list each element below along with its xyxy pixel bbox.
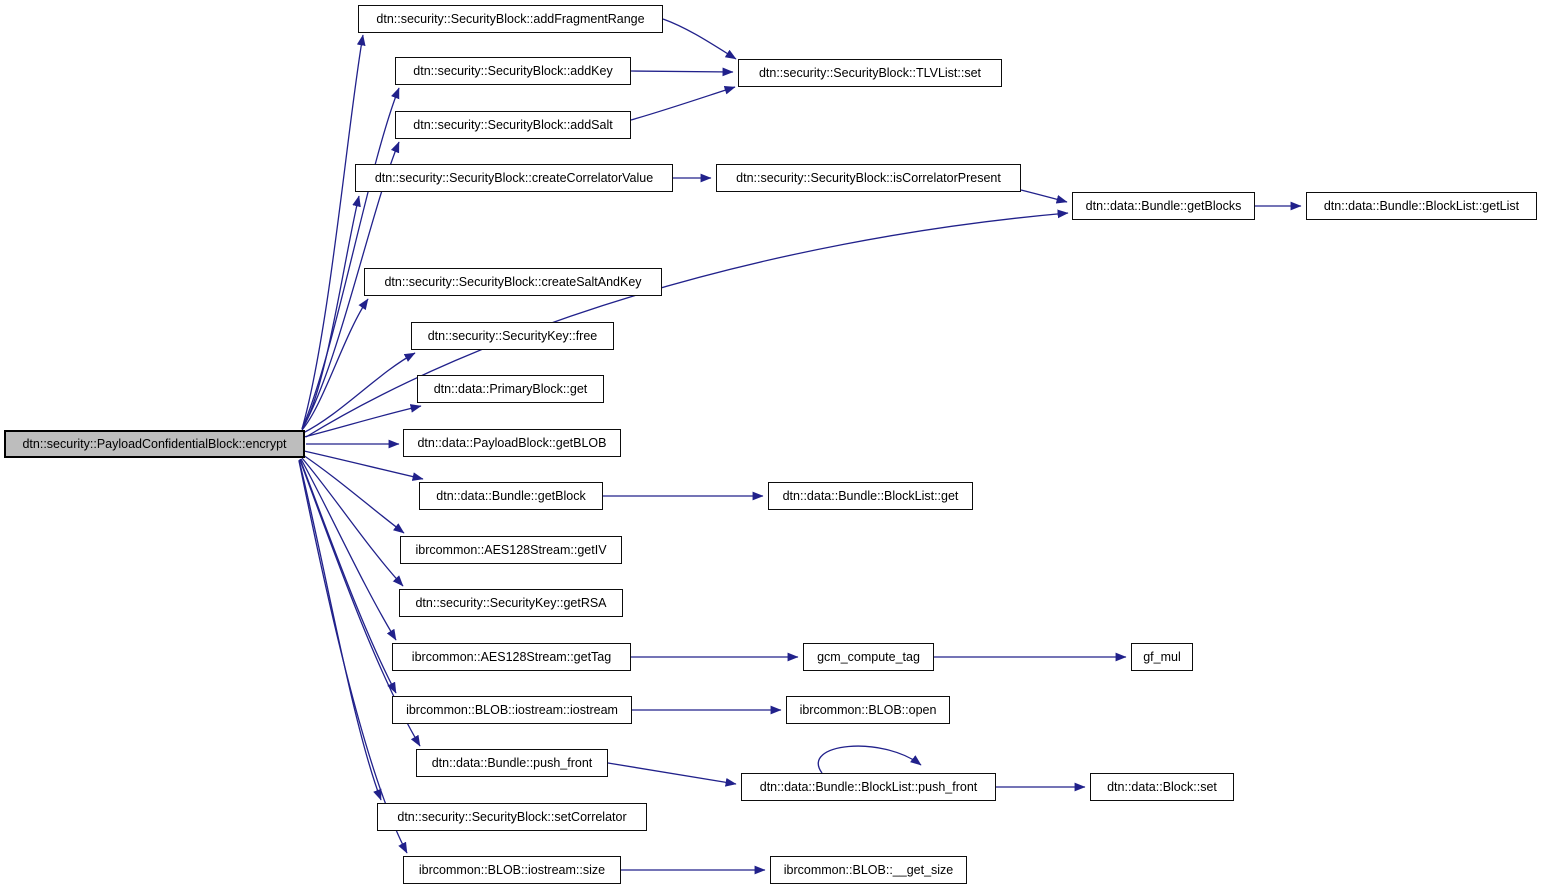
- graph-node-blob-get_size[interactable]: ibrcommon::BLOB::__get_size: [770, 856, 967, 884]
- graph-node-blocklist-get[interactable]: dtn::data::Bundle::BlockList::get: [768, 482, 973, 510]
- call-edge-bundle-push_front-to-blocklist-push_front: [608, 763, 736, 784]
- call-edge-encrypt-to-createCorrelatorValue: [302, 196, 359, 429]
- graph-node-getBlocks[interactable]: dtn::data::Bundle::getBlocks: [1072, 192, 1255, 220]
- graph-node-getTag[interactable]: ibrcommon::AES128Stream::getTag: [392, 643, 631, 671]
- graph-node-blocklist-getList[interactable]: dtn::data::Bundle::BlockList::getList: [1306, 192, 1537, 220]
- graph-node-blob-open[interactable]: ibrcommon::BLOB::open: [786, 696, 950, 724]
- call-edge-addSalt-to-tlvlist-set: [631, 87, 735, 120]
- graph-node-setCorrelator[interactable]: dtn::security::SecurityBlock::setCorrelator: [377, 803, 647, 831]
- graph-node-tlvlist-set[interactable]: dtn::security::SecurityBlock::TLVList::set: [738, 59, 1002, 87]
- graph-node-addSalt[interactable]: dtn::security::SecurityBlock::addSalt: [395, 111, 631, 139]
- graph-node-createCorrelatorValue[interactable]: dtn::security::SecurityBlock::createCorrelatorValue: [355, 164, 673, 192]
- graph-node-addFragmentRange[interactable]: dtn::security::SecurityBlock::addFragmentRange: [358, 5, 663, 33]
- graph-node-gcm_compute_tag[interactable]: gcm_compute_tag: [803, 643, 934, 671]
- call-edge-encrypt-to-getRSA: [302, 458, 403, 586]
- call-edge-encrypt-to-getIV: [303, 455, 404, 533]
- graph-node-addKey[interactable]: dtn::security::SecurityBlock::addKey: [395, 57, 631, 85]
- graph-node-getIV[interactable]: ibrcommon::AES128Stream::getIV: [400, 536, 622, 564]
- graph-node-blob-size[interactable]: ibrcommon::BLOB::iostream::size: [403, 856, 621, 884]
- call-edge-encrypt-to-blob-iostream: [300, 459, 396, 693]
- graph-node-gf_mul[interactable]: gf_mul: [1131, 643, 1193, 671]
- call-edge-encrypt-to-addKey: [302, 88, 399, 429]
- call-edge-addKey-to-tlvlist-set: [631, 71, 733, 72]
- graph-node-block-set[interactable]: dtn::data::Block::set: [1090, 773, 1234, 801]
- graph-node-getBLOB[interactable]: dtn::data::PayloadBlock::getBLOB: [403, 429, 621, 457]
- call-edge-encrypt-to-setCorrelator: [299, 460, 381, 800]
- graph-node-blob-iostream[interactable]: ibrcommon::BLOB::iostream::iostream: [392, 696, 632, 724]
- call-edge-addFragmentRange-to-tlvlist-set: [663, 19, 736, 59]
- call-edge-blocklist-push_front-to-blocklist-push_front: [818, 746, 921, 773]
- call-edge-isCorrelatorPresent-to-getBlocks: [1021, 190, 1067, 202]
- call-edge-encrypt-to-blob-size: [299, 461, 407, 853]
- graph-node-primaryblock-get[interactable]: dtn::data::PrimaryBlock::get: [417, 375, 604, 403]
- call-edge-encrypt-to-createSaltAndKey: [302, 299, 368, 430]
- graph-node-encrypt: dtn::security::PayloadConfidentialBlock::encrypt: [4, 430, 305, 458]
- graph-node-getBlock[interactable]: dtn::data::Bundle::getBlock: [419, 482, 603, 510]
- graph-node-bundle-push_front[interactable]: dtn::data::Bundle::push_front: [416, 749, 608, 777]
- graph-node-securitykey-free[interactable]: dtn::security::SecurityKey::free: [411, 322, 614, 350]
- graph-node-createSaltAndKey[interactable]: dtn::security::SecurityBlock::createSaltAndKey: [364, 268, 662, 296]
- graph-node-isCorrelatorPresent[interactable]: dtn::security::SecurityBlock::isCorrelatorPresent: [716, 164, 1021, 192]
- graph-node-blocklist-push_front[interactable]: dtn::data::Bundle::BlockList::push_front: [741, 773, 996, 801]
- call-edge-encrypt-to-getTag: [301, 459, 396, 640]
- graph-node-getRSA[interactable]: dtn::security::SecurityKey::getRSA: [399, 589, 623, 617]
- call-edge-encrypt-to-securitykey-free: [303, 353, 415, 433]
- call-edge-encrypt-to-addFragmentRange: [302, 35, 363, 429]
